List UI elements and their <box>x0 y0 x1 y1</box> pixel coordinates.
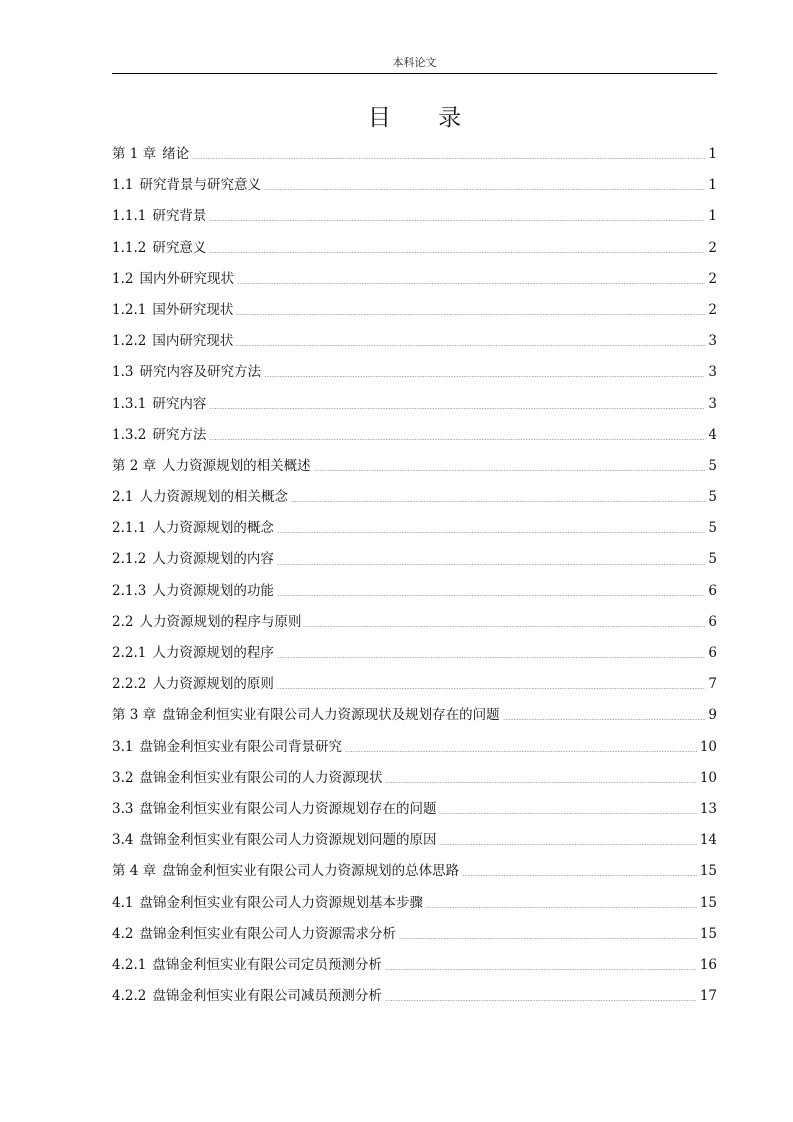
toc-entry[interactable] <box>112 264 717 295</box>
toc-entry-page: 7 <box>708 676 717 693</box>
dot-leader <box>399 938 697 939</box>
toc-entry-title: 人力资源规划的程序与原则 <box>139 613 302 630</box>
toc-entry[interactable] <box>112 950 717 981</box>
toc-entry[interactable] <box>112 420 717 451</box>
toc-entry-title: 人力资源规划的概念 <box>152 520 274 537</box>
toc-entry-page: 3 <box>708 364 717 381</box>
toc-entry-title: 人力资源规划的程序 <box>152 645 274 661</box>
toc-entry-number: 2.1.1 <box>112 520 147 537</box>
dot-leader <box>503 719 706 720</box>
dot-leader <box>237 283 705 284</box>
dot-leader <box>192 158 705 159</box>
toc-entry-number: 4.2.1 <box>112 956 147 973</box>
toc-entry[interactable] <box>112 233 717 264</box>
toc-entry-page: 1 <box>708 146 717 162</box>
toc-entry-number: 1.3.1 <box>112 395 147 412</box>
toc-list <box>112 139 717 1012</box>
toc-entry-page: 4 <box>708 426 717 443</box>
toc-entry-number: 3.1 <box>112 738 134 755</box>
toc-entry[interactable] <box>112 919 717 950</box>
toc-entry-number: 2.2.1 <box>112 645 147 661</box>
toc-entry[interactable] <box>112 357 717 388</box>
toc-entry-title: 盘锦金利恒实业有限公司人力资源现状及规划存在的问题 <box>162 707 500 724</box>
toc-entry-title: 国内研究现状 <box>152 333 234 350</box>
toc-entry-title: 盘锦金利恒实业有限公司人力资源规划基本步骤 <box>139 894 423 911</box>
toc-entry-title: 人力资源规划的原则 <box>152 676 274 693</box>
toc-entry-title: 盘锦金利恒实业有限公司人力资源需求分析 <box>139 925 396 942</box>
toc-entry-title: 研究背景与研究意义 <box>139 177 261 194</box>
toc-entry[interactable] <box>112 201 717 232</box>
toc-entry-number: 1.2 <box>112 270 134 287</box>
dot-leader <box>209 439 705 440</box>
toc-entry[interactable] <box>112 825 717 856</box>
toc-entry-page: 5 <box>708 489 717 506</box>
toc-entry-title: 盘锦金利恒实业有限公司的人力资源现状 <box>139 769 383 786</box>
toc-entry-page: 5 <box>708 457 717 474</box>
toc-entry[interactable] <box>112 607 717 638</box>
toc-entry-number: 1.1.2 <box>112 239 147 256</box>
toc-entry-title: 盘锦金利恒实业有限公司人力资源规划存在的问题 <box>139 800 437 817</box>
dot-leader <box>277 657 706 658</box>
toc-entry-title: 绪论 <box>162 146 190 162</box>
dot-leader <box>345 751 697 752</box>
toc-entry-page: 15 <box>699 863 717 880</box>
toc-entry-number: 3.3 <box>112 800 134 817</box>
toc-entry-page: 2 <box>708 239 717 256</box>
dot-leader <box>277 564 706 565</box>
dot-leader <box>304 626 705 627</box>
toc-entry-number: 第 4 章 <box>112 863 157 880</box>
header-divider <box>112 73 717 74</box>
toc-entry-title: 人力资源规划的相关概念 <box>139 489 288 506</box>
toc-entry-title: 研究背景 <box>152 208 207 225</box>
toc-entry-number: 第 3 章 <box>112 707 157 724</box>
toc-entry-title: 研究内容 <box>152 395 207 412</box>
toc-entry-title: 盘锦金利恒实业有限公司人力资源规划问题的原因 <box>139 832 437 849</box>
toc-entry[interactable] <box>112 482 717 513</box>
dot-leader <box>236 314 705 315</box>
dot-leader <box>291 501 705 502</box>
dot-leader <box>385 782 696 783</box>
toc-entry-title: 盘锦金利恒实业有限公司人力资源规划的总体思路 <box>162 863 460 880</box>
toc-entry-page: 3 <box>708 395 717 412</box>
toc-entry[interactable] <box>112 544 717 575</box>
dot-leader <box>209 408 705 409</box>
toc-entry[interactable] <box>112 856 717 887</box>
toc-entry-page: 9 <box>708 707 717 724</box>
toc-entry-title: 盘锦金利恒实业有限公司定员预测分析 <box>152 956 382 973</box>
toc-entry[interactable] <box>112 763 717 794</box>
dot-leader <box>462 875 697 876</box>
toc-entry-page: 6 <box>708 613 717 630</box>
running-header: 本科论文 <box>392 57 437 69</box>
toc-entry-title: 盘锦金利恒实业有限公司减员预测分析 <box>152 988 382 1005</box>
toc-entry-title: 研究内容及研究方法 <box>139 364 261 381</box>
toc-entry[interactable] <box>112 326 717 357</box>
toc-entry-number: 2.1.2 <box>112 551 147 568</box>
toc-entry-number: 3.2 <box>112 769 134 786</box>
toc-entry-page: 6 <box>708 582 717 599</box>
toc-entry-number: 4.1 <box>112 894 134 911</box>
toc-entry[interactable] <box>112 700 717 731</box>
dot-leader <box>264 189 705 190</box>
toc-entry[interactable] <box>112 139 717 170</box>
toc-entry[interactable] <box>112 669 717 700</box>
toc-entry[interactable] <box>112 794 717 825</box>
dot-leader <box>277 532 706 533</box>
toc-entry-number: 2.2.2 <box>112 676 147 693</box>
toc-entry-page: 3 <box>708 333 717 350</box>
toc-entry-page: 17 <box>699 988 717 1005</box>
dot-leader <box>439 844 696 845</box>
toc-entry-page: 5 <box>708 551 717 568</box>
toc-entry-number: 2.2 <box>112 613 134 630</box>
toc-entry-number: 1.3.2 <box>112 426 147 443</box>
toc-entry[interactable] <box>112 451 717 482</box>
toc-entry[interactable] <box>112 732 717 763</box>
dot-leader <box>277 595 706 596</box>
toc-entry-title: 研究意义 <box>152 239 207 256</box>
toc-entry-number: 第 2 章 <box>112 457 157 474</box>
toc-entry-number: 2.1 <box>112 489 134 506</box>
toc-entry-page: 5 <box>708 520 717 537</box>
dot-leader <box>426 907 697 908</box>
toc-entry[interactable] <box>112 638 717 669</box>
dot-leader <box>277 688 706 689</box>
toc-entry-page: 1 <box>708 177 717 194</box>
dot-leader <box>209 220 705 221</box>
toc-entry-number: 3.4 <box>112 832 134 849</box>
toc-entry-number: 第 1 章 <box>112 146 157 162</box>
toc-entry-title: 人力资源规划的功能 <box>152 582 274 599</box>
toc-entry-page: 1 <box>708 208 717 225</box>
toc-entry-number: 1.1 <box>112 177 134 194</box>
dot-leader <box>264 376 705 377</box>
toc-entry-page: 15 <box>699 925 717 942</box>
toc-entry[interactable] <box>112 389 717 420</box>
toc-entry-number: 1.1.1 <box>112 208 147 225</box>
dot-leader <box>439 813 696 814</box>
toc-entry-page: 10 <box>699 769 717 786</box>
toc-entry-title: 人力资源规划的相关概述 <box>162 457 311 474</box>
toc-entry-number: 1.2.2 <box>112 333 147 350</box>
toc-entry-number: 1.3 <box>112 364 134 381</box>
toc-entry-page: 2 <box>708 270 717 287</box>
toc-entry-page: 10 <box>699 738 717 755</box>
toc-entry-title: 国外研究现状 <box>152 301 234 318</box>
toc-entry[interactable] <box>112 888 717 919</box>
toc-entry-title: 盘锦金利恒实业有限公司背景研究 <box>139 738 342 755</box>
dot-leader <box>385 969 697 970</box>
toc-entry[interactable] <box>112 576 717 607</box>
toc-entry-page: 6 <box>708 645 717 661</box>
toc-entry[interactable] <box>112 513 717 544</box>
toc-entry[interactable] <box>112 981 717 1012</box>
toc-entry-number: 4.2.2 <box>112 988 147 1005</box>
toc-entry-title: 研究方法 <box>152 426 207 443</box>
toc-entry-title: 国内外研究现状 <box>139 270 234 287</box>
toc-entry-page: 15 <box>699 894 717 911</box>
toc-entry-page: 16 <box>699 956 717 973</box>
toc-entry-title: 人力资源规划的内容 <box>152 551 274 568</box>
toc-entry-page: 14 <box>699 832 717 849</box>
toc-entry-page: 13 <box>699 800 717 817</box>
toc-entry-number: 1.2.1 <box>112 301 147 318</box>
dot-leader <box>209 252 705 253</box>
toc-title: 目 录 <box>367 105 482 131</box>
dot-leader <box>314 470 706 471</box>
toc-entry-number: 2.1.3 <box>112 582 147 599</box>
toc-entry-number: 4.2 <box>112 925 134 942</box>
toc-entry[interactable] <box>112 170 717 201</box>
toc-entry-page: 2 <box>708 301 717 318</box>
dot-leader <box>385 1000 697 1001</box>
toc-entry[interactable] <box>112 295 717 326</box>
dot-leader <box>236 345 705 346</box>
